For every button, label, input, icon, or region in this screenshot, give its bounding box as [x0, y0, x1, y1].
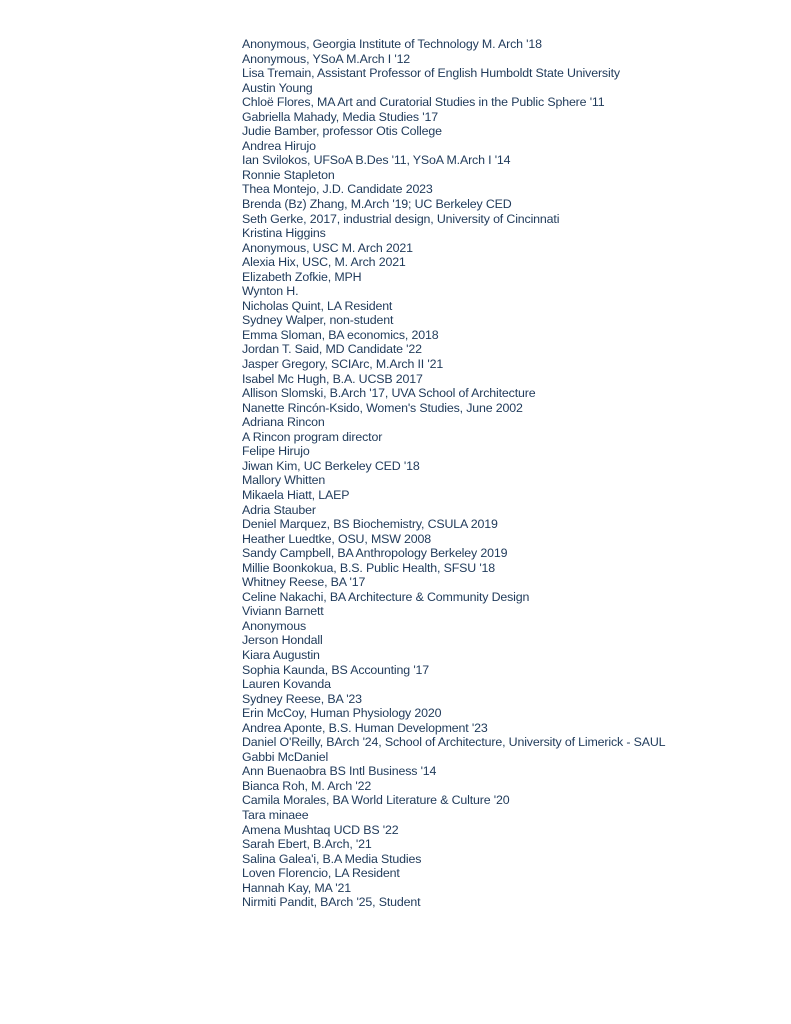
signature-entry: Gabbi McDaniel — [242, 749, 329, 764]
signature-entry: Lisa Tremain, Assistant Professor of English Humboldt State University — [242, 66, 620, 81]
signature-entry: Lauren Kovanda — [242, 677, 331, 692]
signature-entry: Isabel Mc Hugh, B.A. UCSB 2017 — [242, 371, 423, 386]
signature-entry: Celine Nakachi, BA Architecture & Community Design — [242, 589, 530, 604]
signature-entry: Heather Luedtke, OSU, MSW 2008 — [242, 531, 432, 546]
signature-entry: Allison Slomski, B.Arch '17, UVA School of Architecture — [242, 386, 536, 401]
signature-entry: A Rincon program director — [242, 429, 383, 444]
signature-entry: Judie Bamber, professor Otis College — [242, 124, 442, 139]
signature-entry: Jerson Hondall — [242, 633, 323, 648]
signature-entry: Whitney Reese, BA '17 — [242, 575, 366, 590]
signature-entry: Nanette Rincón-Ksido, Women's Studies, June 2002 — [242, 400, 523, 415]
signature-entry: Sandy Campbell, BA Anthropology Berkeley 2019 — [242, 546, 508, 561]
signature-entry: Kiara Augustin — [242, 647, 320, 662]
signature-entry: Salina Galea'i, B.A Media Studies — [242, 851, 422, 866]
signature-entry: Chloë Flores, MA Art and Curatorial Studies in the Public Sphere '11 — [242, 95, 605, 110]
signature-entry: Andrea Hirujo — [242, 138, 316, 153]
signature-entry: Anonymous — [242, 618, 307, 633]
signature-entry: Millie Boonkokua, B.S. Public Health, SFSU '18 — [242, 560, 496, 575]
signature-entry: Nirmiti Pandit, BArch '25, Student — [242, 895, 421, 910]
signature-entry: Sydney Walper, non-student — [242, 313, 394, 328]
signature-list — [242, 37, 665, 910]
signature-entry: Hannah Kay, MA '21 — [242, 880, 351, 895]
signature-entry: Adria Stauber — [242, 502, 316, 517]
signature-entry: Emma Sloman, BA economics, 2018 — [242, 327, 439, 342]
signature-entry: Andrea Aponte, B.S. Human Development '23 — [242, 720, 488, 735]
signature-entry: Jordan T. Said, MD Candidate '22 — [242, 342, 422, 357]
signature-entry: Kristina Higgins — [242, 226, 326, 241]
signature-entry: Elizabeth Zofkie, MPH — [242, 269, 362, 284]
signature-entry: Alexia Hix, USC, M. Arch 2021 — [242, 255, 406, 270]
signature-entry: Wynton H. — [242, 284, 299, 299]
signature-entry: Sydney Reese, BA '23 — [242, 691, 362, 706]
signature-entry: Ian Svilokos, UFSoA B.Des '11, YSoA M.Arch I '14 — [242, 153, 511, 168]
signature-entry: Bianca Roh, M. Arch '22 — [242, 778, 372, 793]
signature-entry: Camila Morales, BA World Literature & Culture '20 — [242, 793, 510, 808]
signature-entry: Jiwan Kim, UC Berkeley CED '18 — [242, 458, 420, 473]
signature-entry: Deniel Marquez, BS Biochemistry, CSULA 2019 — [242, 517, 498, 532]
signature-entry: Felipe Hirujo — [242, 444, 310, 459]
signature-entry: Anonymous, USC M. Arch 2021 — [242, 240, 413, 255]
signature-entry: Ann Buenaobra BS Intl Business '14 — [242, 764, 437, 779]
signature-entry: Anonymous, Georgia Institute of Technology M. Arch '18 — [242, 37, 542, 51]
signature-entry: Sarah Ebert, B.Arch, '21 — [242, 837, 372, 852]
signature-entry: Sophia Kaunda, BS Accounting '17 — [242, 662, 430, 677]
signature-entry: Mikaela Hiatt, LAEP — [242, 487, 350, 502]
signature-entry: Thea Montejo, J.D. Candidate 2023 — [242, 182, 433, 197]
signature-entry: Loven Florencio, LA Resident — [242, 866, 400, 881]
signature-entry: Mallory Whitten — [242, 473, 326, 488]
signature-entry: Austin Young — [242, 80, 313, 95]
signature-entry: Viviann Barnett — [242, 604, 324, 619]
signature-entry: Jasper Gregory, SCIArc, M.Arch II '21 — [242, 357, 444, 372]
signature-entry: Anonymous, YSoA M.Arch I '12 — [242, 51, 411, 66]
signature-entry: Tara minaee — [242, 807, 309, 822]
signature-entry: Brenda (Bz) Zhang, M.Arch '19; UC Berkeley CED — [242, 197, 512, 212]
signature-entry: Daniel O'Reilly, BArch '24, School of Architecture, University of Limerick - SAUL — [242, 735, 666, 750]
signature-entry: Nicholas Quint, LA Resident — [242, 298, 393, 313]
signature-entry: Seth Gerke, 2017, industrial design, University of Cincinnati — [242, 211, 560, 226]
signature-entry: Ronnie Stapleton — [242, 167, 335, 182]
signature-entry: Gabriella Mahady, Media Studies '17 — [242, 109, 438, 124]
signature-entry: Adriana Rincon — [242, 415, 325, 430]
signature-entry: Amena Mushtaq UCD BS '22 — [242, 822, 399, 837]
signature-entry: Erin McCoy, Human Physiology 2020 — [242, 706, 442, 721]
